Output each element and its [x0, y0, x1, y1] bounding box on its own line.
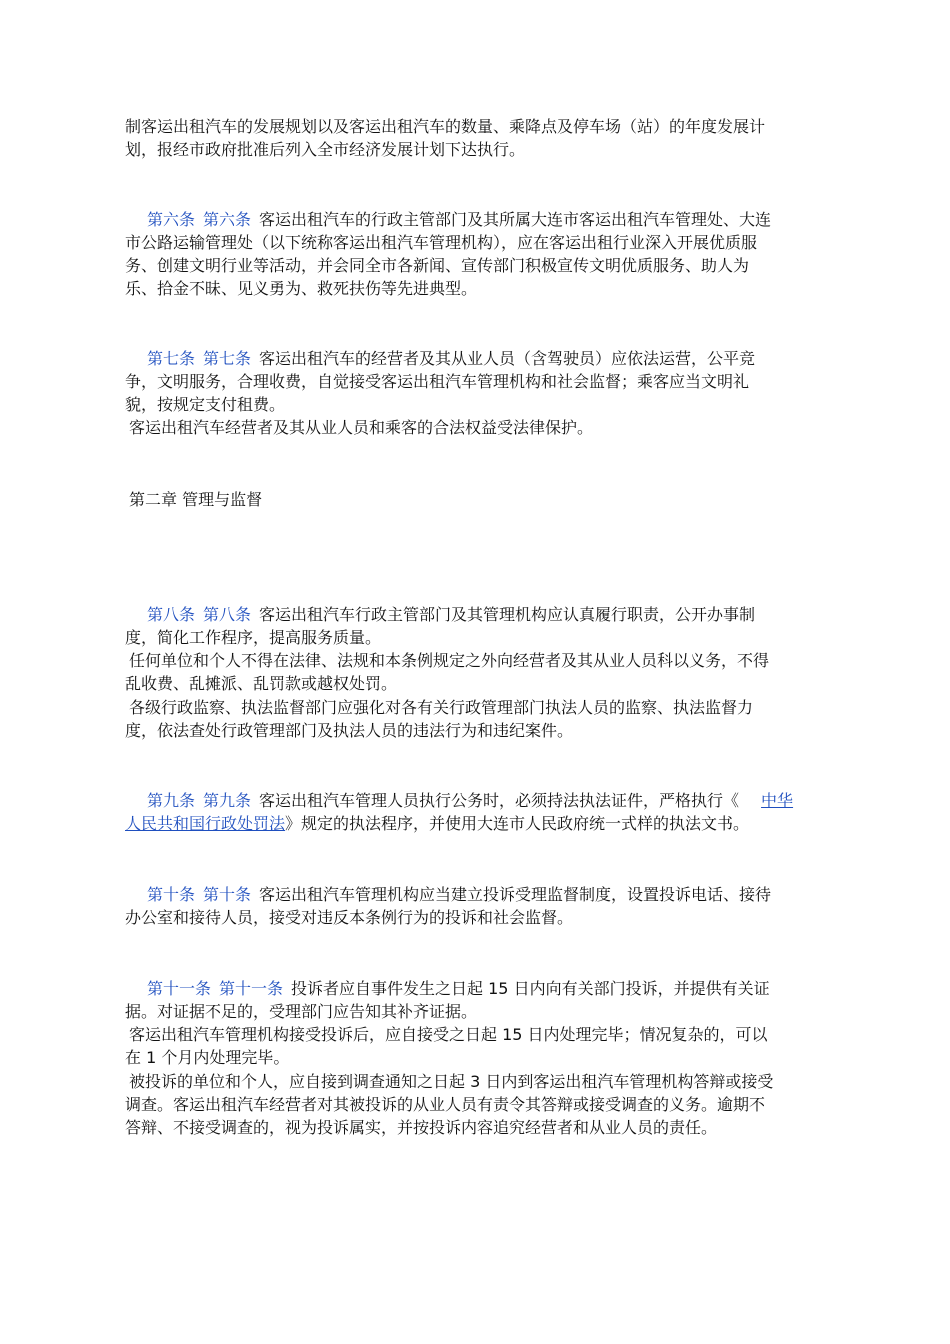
- law-link-part-2[interactable]: 人民共和国行政处罚法: [125, 814, 286, 833]
- paragraph-line: 办公室和接待人员，接受对违反本条例行为的投诉和社会监督。: [125, 908, 574, 927]
- chapter-title: 第二章 管理与监督: [129, 490, 263, 509]
- article-7-anchor: 第七条: [203, 349, 252, 368]
- article-10-text: 客运出租汽车管理机构应当建立投诉受理监督制度，设置投诉电话、接待: [259, 885, 772, 904]
- article-8-anchor: 第八条: [203, 605, 252, 624]
- paragraph-line: 据。对证据不足的，受理部门应告知其补齐证据。: [125, 1002, 478, 1021]
- article-11-anchor: 第十一条: [219, 979, 284, 998]
- article-9-text-2: 》规定的执法程序，并使用大连市人民政府统一式样的执法文书。: [285, 814, 750, 833]
- article-9-label: 第九条: [147, 791, 196, 810]
- article-9-text: 客运出租汽车管理人员执行公务时，必须持法执法证件，严格执行《: [259, 791, 740, 810]
- paragraph-line: 乐、拾金不昧、见义勇为、救死扶伤等先进典型。: [125, 279, 478, 298]
- paragraph-line: 划，报经市政府批准后列入全市经济发展计划下达执行。: [125, 140, 526, 159]
- paragraph-line: 争，文明服务，合理收费，自觉接受客运出租汽车管理机构和社会监督；乘客应当文明礼: [125, 372, 750, 391]
- article-8-text: 客运出租汽车行政主管部门及其管理机构应认真履行职责，公开办事制: [259, 605, 756, 624]
- article-8-label: 第八条: [147, 605, 196, 624]
- paragraph-line: 答辩、不接受调查的，视为投诉属实，并按投诉内容追究经营者和从业人员的责任。: [125, 1118, 718, 1137]
- article-11-text: 投诉者应自事件发生之日起 15 日内向有关部门投诉，并提供有关证: [291, 979, 770, 998]
- paragraph-line: 调查。客运出租汽车经营者对其被投诉的从业人员有责令其答辩或接受调查的义务。逾期不: [125, 1095, 766, 1114]
- article-9-anchor: 第九条: [203, 791, 252, 810]
- paragraph-line: 任何单位和个人不得在法律、法规和本条例规定之外向经营者及其从业人员科以义务，不得: [129, 651, 770, 670]
- article-6-heading-line: [147, 208, 835, 231]
- article-8-heading-line: [147, 603, 835, 626]
- article-7-text: 客运出租汽车的经营者及其从业人员（含驾驶员）应依法运营，公平竞: [259, 349, 756, 368]
- article-6-label: 第六条: [147, 210, 196, 229]
- paragraph-line: 市公路运输管理处（以下统称客运出租汽车管理机构），应在客运出租行业深入开展优质服: [125, 233, 758, 252]
- paragraph-line: 度，简化工作程序，提高服务质量。: [125, 628, 382, 647]
- article-10-label: 第十条: [147, 885, 196, 904]
- article-7-heading-line: [147, 347, 835, 370]
- paragraph-line: 务、创建文明行业等活动，并会同全市各新闻、宣传部门积极宣传文明优质服务、助人为: [125, 256, 750, 275]
- article-10-heading-line: [147, 883, 835, 906]
- paragraph-line: 客运出租汽车管理机构接受投诉后，应自接受之日起 15 日内处理完毕；情况复杂的，可以: [129, 1025, 768, 1044]
- article-6-text: 客运出租汽车的行政主管部门及其所属大连市客运出租汽车管理处、大连: [259, 210, 772, 229]
- paragraph-line: 乱收费、乱摊派、乱罚款或越权处罚。: [125, 674, 398, 693]
- law-link-part-1[interactable]: 中华: [761, 791, 794, 810]
- paragraph-line: 在 1 个月内处理完毕。: [125, 1048, 290, 1067]
- article-11-heading-line: [147, 977, 835, 1000]
- paragraph-line: 被投诉的单位和个人，应自接到调查通知之日起 3 日内到客运出租汽车管理机构答辩或接受: [129, 1072, 774, 1091]
- paragraph-line: 各级行政监察、执法监督部门应强化对各有关行政管理部门执法人员的监察、执法监督力: [129, 698, 754, 717]
- article-7-label: 第七条: [147, 349, 196, 368]
- paragraph-line: 度，依法查处行政管理部门及执法人员的违法行为和违纪案件。: [125, 721, 574, 740]
- article-10-anchor: 第十条: [203, 885, 252, 904]
- paragraph-line: 客运出租汽车经营者及其从业人员和乘客的合法权益受法律保护。: [129, 418, 594, 437]
- article-11-label: 第十一条: [147, 979, 212, 998]
- article-6-anchor: 第六条: [203, 210, 252, 229]
- paragraph-line: 制客运出租汽车的发展规划以及客运出租汽车的数量、乘降点及停车场（站）的年度发展计: [125, 117, 766, 136]
- article-9-line-2: [125, 812, 835, 835]
- article-9-heading-line: [147, 789, 835, 812]
- paragraph-line: 貌，按规定支付租费。: [125, 395, 286, 414]
